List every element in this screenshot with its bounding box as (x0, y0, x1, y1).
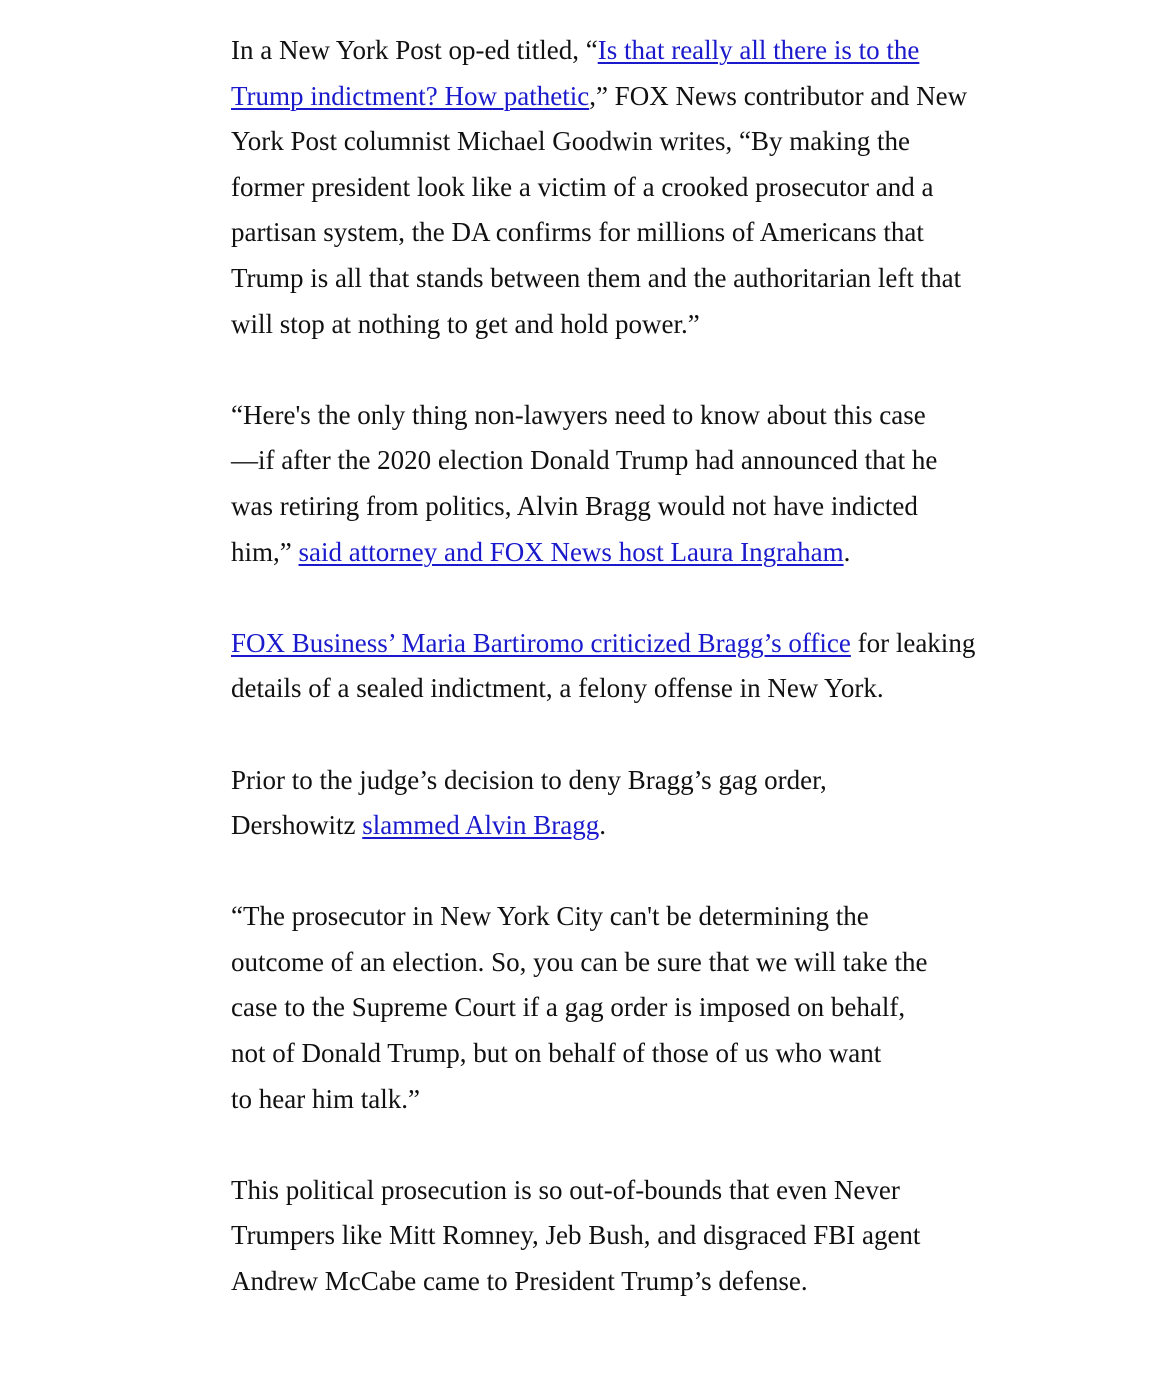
paragraph-line: Prior to the judge’s decision to deny Bragg’s gag order, (231, 764, 827, 795)
link-laura-ingraham[interactable]: said attorney and FOX News host Laura Ingraham (298, 536, 844, 567)
paragraph-text: Dershowitz (231, 810, 363, 841)
paragraph-line: “Here's the only thing non-lawyers need to know about this case (231, 399, 926, 430)
paragraph-line: Trumpers like Mitt Romney, Jeb Bush, and disgraced FBI agent (231, 1220, 921, 1251)
article-body (231, 28, 976, 1350)
paragraph-line: to hear him talk.” (231, 1083, 420, 1114)
paragraph-line: This political prosecution is so out-of-bounds that even Never (231, 1174, 900, 1205)
paragraph-text: . (843, 536, 851, 567)
paragraph-text: him,” (231, 536, 299, 567)
paragraph-line: —if after the 2020 election Donald Trump had announced that he (231, 445, 938, 476)
link-maria-bartiromo[interactable]: FOX Business’ Maria Bartiromo criticized Bragg’s office (231, 627, 851, 658)
paragraph-text: In a New York Post op-ed titled, “ (231, 35, 598, 65)
paragraph-line: was retiring from politics, Alvin Bragg would not have indicted (231, 490, 918, 521)
paragraph-line: Andrew McCabe came to President Trump’s defense. (231, 1266, 808, 1297)
paragraph-ingraham-quote (231, 393, 976, 575)
link-trump-indictment-oped[interactable]: Is that really all there is to the Trump indictment? How pathetic (231, 35, 920, 111)
paragraph-never-trumpers (231, 1168, 976, 1305)
paragraph-bartiromo (231, 621, 976, 712)
paragraph-dershowitz (231, 758, 976, 849)
paragraph-text: . (599, 810, 606, 841)
paragraph-goodwin-oped (231, 28, 976, 347)
paragraph-line: not of Donald Trump, but on behalf of those of us who want (231, 1038, 882, 1069)
paragraph-line: “The prosecutor in New York City can't be determining the (231, 901, 869, 932)
link-slammed-alvin-bragg[interactable]: slammed Alvin Bragg (362, 810, 600, 841)
paragraph-text: ,” FOX News contributor and New York Post columnist Michael Goodwin writes, “By making the former president look like a victim of a crooked prosecutor and a partisan system, the DA confirms for millions of Americans that Trump is all that stands between them and the authoritarian left that will stop at nothing to get and hold power.” (231, 80, 968, 339)
paragraph-text: for leaking details of a sealed indictment, a felony offense in New York. (231, 627, 976, 704)
paragraph-line: case to the Supreme Court if a gag order is imposed on behalf, (231, 992, 906, 1023)
paragraph-line: outcome of an election. So, you can be sure that we will take the (231, 946, 928, 977)
paragraph-prosecutor-quote (231, 894, 976, 1122)
